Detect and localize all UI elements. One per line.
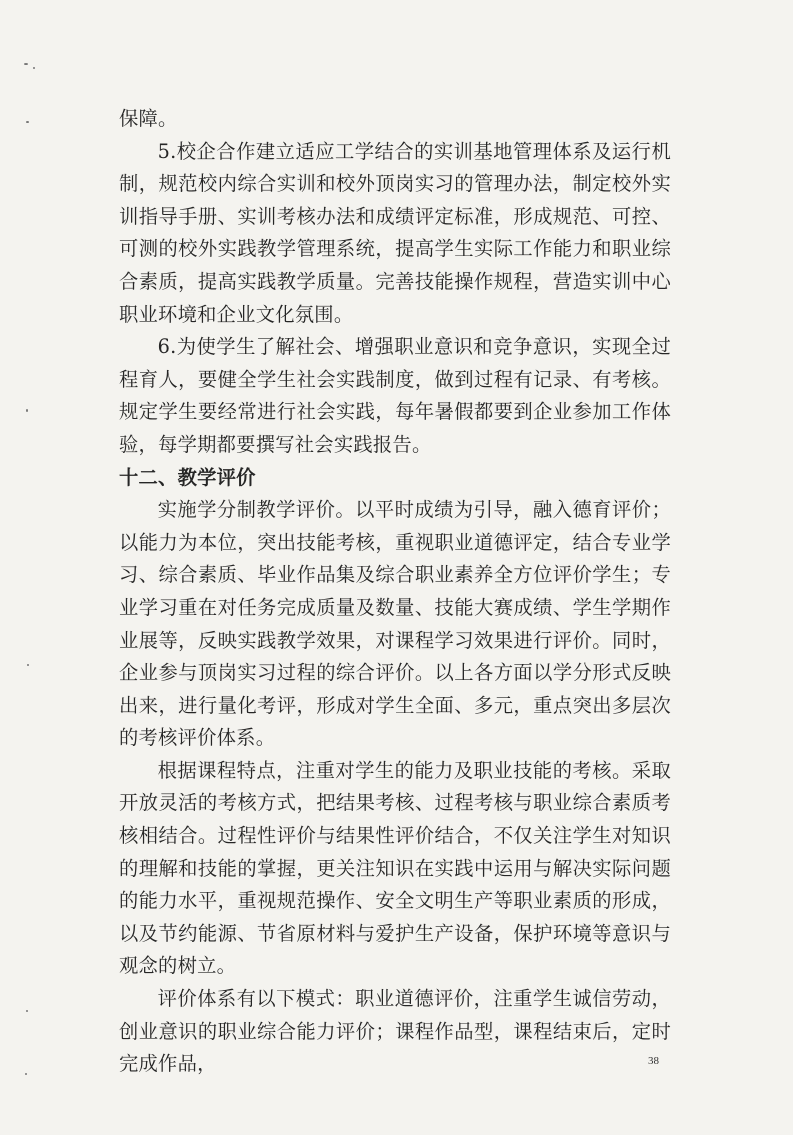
section-paragraph-2: 根据课程特点，注重对学生的能力及职业技能的考核。采取开放灵活的考核方式，把结果考核、过程考核与职业综合素质考核相结合。过程性评价与结果性评价结合，不仅关注学生对知识的理解和技能的掌握，更关注知识在实践中运用与解决实际问题的能力水平，重视规范操作、安全文明生产等职业素质的形成，以及节约能源、节省原材料与爱护生产设备，保护环境等意识与观念的树立。 — [119, 758, 671, 978]
scan-speck — [26, 121, 29, 123]
section-heading: 十二、教学评价 — [119, 465, 256, 489]
scan-speck — [27, 664, 29, 666]
paragraph-item-5: 5.校企合作建立适应工学结合的实训基地管理体系及运行机制，规范校内综合实训和校外顶岗实习的管理办法，制定校外实训指导手册、实训考核办法和成绩评定标准，形成规范、可控、可测的校外实践教学管理系统，提高学生实际工作能力和职业综合素质，提高实践教学质量。完善技能操作规程，营造实训中心职业环境和企业文化氛围。 — [119, 139, 671, 326]
page-number: 38 — [648, 1055, 659, 1067]
section-paragraph-3: 评价体系有以下模式：职业道德评价，注重学生诚信劳动，创业意识的职业综合能力评价；课程作品型，课程结束后，定时完成作品， — [119, 987, 671, 1076]
paragraph-item-6: 6.为使学生了解社会、增强职业意识和竞争意识，实现全过程育人，要健全学生社会实践制度，做到过程有记录、有考核。规定学生要经常进行社会实践，每年暑假都要到企业参加工作体验，每学期都要撰写社会实践报告。 — [119, 335, 671, 456]
scan-speck — [26, 409, 28, 412]
scan-speck — [26, 1010, 28, 1012]
section-paragraph-1: 实施学分制教学评价。以平时成绩为引导，融入德育评价；以能力为本位，突出技能考核，重视职业道德评定，结合专业学习、综合素质、毕业作品集及综合职业素养全方位评价学生；专业学习重在对任务完成质量及数量、技能大赛成绩、学生学期作业展等，反映实践教学效果，对课程学习效果进行评价。同时，企业参与顶岗实习过程的综合评价。以上各方面以学分形式反映出来，进行量化考评，形成对学生全面、多元，重点突出多层次的考核评价体系。 — [119, 498, 671, 750]
scan-speck — [24, 63, 28, 65]
document-body — [119, 103, 671, 1081]
scan-speck — [25, 1073, 27, 1075]
scan-speck — [33, 67, 35, 69]
paragraph-continuation: 保障。 — [119, 107, 178, 130]
